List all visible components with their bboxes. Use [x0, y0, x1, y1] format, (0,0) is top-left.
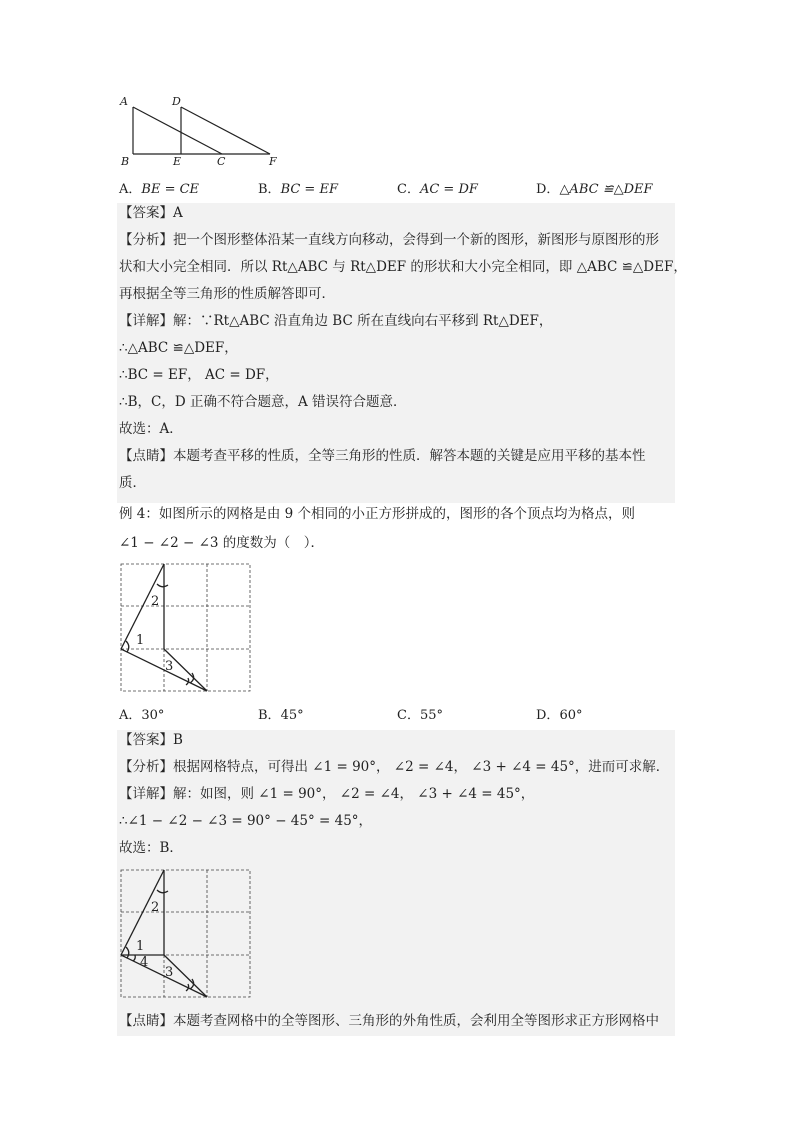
q3-option-a — [119, 178, 199, 197]
q3-option-d — [536, 178, 653, 197]
q3-detail-line-4: ∴B，C，D 正确不符合题意，A 错误符合题意． — [119, 394, 407, 410]
translation-figure — [115, 92, 290, 170]
label-c: C — [217, 155, 226, 168]
q4-detail-line-2: ∴∠1 − ∠2 − ∠3 = 90° − 45° = 45°， — [119, 813, 373, 829]
q3-detail-line-2: ∴△ABC ≌△DEF， — [119, 340, 238, 356]
option-text: 60° — [559, 708, 583, 723]
q3-analysis-line-2: 状和大小完全相同．所以 Rt△ABC 与 Rt△DEF 的形状和大小完全相同，即 △ABC ≌△DEF， — [119, 259, 687, 275]
q4-option-d — [536, 704, 582, 723]
label-d: D — [172, 95, 181, 108]
option-letter: A． — [119, 708, 142, 723]
q4-option-b — [258, 704, 304, 723]
q4-detail-line-3: 故选：B． — [119, 840, 183, 856]
q3-comment-line-2: 质． — [119, 475, 146, 491]
label-f: F — [269, 155, 277, 168]
option-text: BC = EF — [280, 182, 338, 197]
q3-analysis-line-3: 再根据全等三角形的性质解答即可． — [119, 286, 335, 302]
angle-label-1: 1 — [136, 633, 145, 648]
option-letter: C． — [397, 708, 420, 723]
q4-stem-line-1: 例 4：如图所示的网格是由 9 个相同的小正方形拼成的，图形的各个顶点均为格点，则 — [119, 506, 636, 522]
angle-label-4: 4 — [140, 955, 149, 970]
q4-detail-line-1: 【详解】解：如图，则 ∠1 = 90°， ∠2 = ∠4， ∠3 + ∠4 = 45°， — [119, 786, 535, 802]
q3-option-b — [258, 178, 338, 197]
q3-detail-line-5: 故选：A． — [119, 421, 183, 437]
angle-label-2: 2 — [151, 594, 160, 609]
option-text: △ABC ≌△DEF — [559, 182, 653, 197]
option-text: AC = DF — [419, 182, 478, 197]
grid-angle-solution-figure — [118, 867, 254, 1001]
option-text: 30° — [141, 708, 165, 723]
q4-option-a — [119, 704, 164, 723]
q4-stem-line-2: ∠1 − ∠2 − ∠3 的度数为（ ）． — [119, 535, 325, 551]
option-text: 45° — [280, 708, 304, 723]
label-e: E — [173, 155, 182, 168]
q3-comment-line-1: 【点睛】本题考查平移的性质，全等三角形的性质．解答本题的关键是应用平移的基本性 — [119, 448, 646, 464]
option-letter: C． — [397, 182, 420, 197]
option-letter: D． — [536, 182, 560, 197]
angle-label-3: 3 — [165, 659, 174, 674]
option-letter: B． — [258, 708, 281, 723]
label-a: A — [120, 95, 128, 108]
q3-option-c — [397, 178, 478, 197]
q3-answer: 【答案】A — [119, 205, 183, 221]
option-letter: A． — [119, 182, 142, 197]
grid-angle-figure — [118, 561, 254, 695]
angle-label-3: 3 — [165, 965, 174, 980]
q4-answer: 【答案】B — [119, 732, 183, 748]
label-b: B — [121, 155, 130, 168]
option-letter: B． — [258, 182, 281, 197]
option-letter: D． — [536, 708, 560, 723]
q4-comment-line-1: 【点睛】本题考查网格中的全等图形、三角形的外角性质，会利用全等图形求正方形网格中 — [119, 1013, 659, 1029]
q4-analysis: 【分析】根据网格特点，可得出 ∠1 = 90°， ∠2 = ∠4， ∠3 + ∠4 = 45°，进而可求解． — [119, 759, 670, 775]
q3-detail-line-3: ∴BC = EF， AC = DF， — [119, 367, 279, 383]
option-text: 55° — [419, 708, 443, 723]
option-text: BE = CE — [141, 182, 200, 197]
angle-label-2: 2 — [151, 900, 160, 915]
angle-label-1: 1 — [136, 939, 145, 954]
q4-option-c — [397, 704, 443, 723]
q3-analysis-line-1: 【分析】把一个图形整体沿某一直线方向移动，会得到一个新的图形，新图形与原图形的形 — [119, 232, 659, 248]
q3-detail-line-1: 【详解】解：∵Rt△ABC 沿直角边 BC 所在直线向右平移到 Rt△DEF， — [119, 313, 553, 329]
